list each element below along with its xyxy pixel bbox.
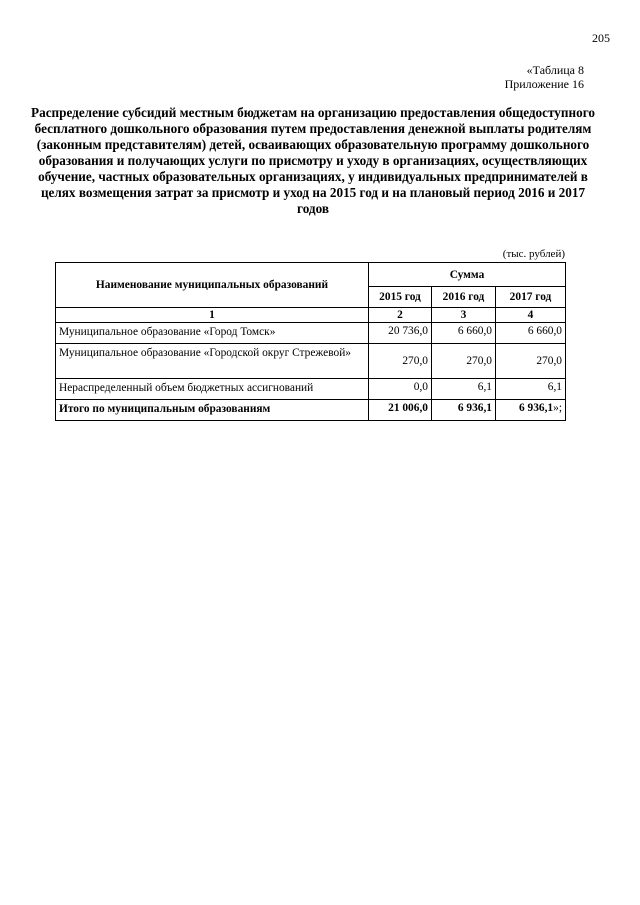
table-row <box>56 323 566 344</box>
table-row <box>56 379 566 400</box>
index-cell: 2 <box>369 308 432 323</box>
header-year-2015: 2015 год <box>369 287 432 308</box>
total-2015: 21 006,0 <box>369 400 432 421</box>
appendix-label: Приложение 16 <box>504 77 584 91</box>
page-number: 205 <box>592 31 610 45</box>
index-row <box>56 308 566 323</box>
row-name: Нераспределенный объем бюджетных ассигнований <box>56 379 369 400</box>
row-name: Муниципальное образование «Город Томск» <box>56 323 369 344</box>
index-cell: 4 <box>496 308 566 323</box>
total-row <box>56 400 566 421</box>
closing-quote: »; <box>553 402 562 414</box>
units-label: (тыс. рублей) <box>502 248 565 260</box>
total-2017: 6 936,1 <box>518 402 554 414</box>
table-caption <box>505 63 584 91</box>
table-label: «Таблица 8 <box>526 63 584 77</box>
total-name: Итого по муниципальным образованиям <box>56 400 369 421</box>
table-header-row <box>56 263 566 287</box>
value-2015: 0,0 <box>369 379 432 400</box>
header-year-2016: 2016 год <box>432 287 496 308</box>
header-sum: Сумма <box>369 263 566 287</box>
document-title: Распределение субсидий местным бюджетам на организацию предоставления общедоступного бесплатного дошкольного образования путем предоставления денежной выплаты родителям (законным представителям) детей, осваивающих образовательную программу дошкольного образования и получающих услуги по присмотру и уходу в организациях, осуществляющих обучение, частных образовательных организациях, у индивидуальных предпринимателей в целях возмещения затрат за присмотр и уход на 2015 год и на плановый период 2016 и 2017 годов <box>31 105 595 216</box>
total-2017-cell <box>496 400 566 421</box>
value-2016: 6,1 <box>432 379 496 400</box>
value-2017: 6,1 <box>496 379 566 400</box>
index-cell: 1 <box>56 308 369 323</box>
value-2016: 6 660,0 <box>432 323 496 344</box>
total-2016: 6 936,1 <box>432 400 496 421</box>
header-year-2017: 2017 год <box>496 287 566 308</box>
subsidy-table <box>55 262 566 421</box>
value-2017: 270,0 <box>496 344 566 379</box>
header-name: Наименование муниципальных образований <box>56 263 369 308</box>
value-2017: 6 660,0 <box>496 323 566 344</box>
index-cell: 3 <box>432 308 496 323</box>
table-row <box>56 344 566 379</box>
value-2016: 270,0 <box>432 344 496 379</box>
value-2015: 20 736,0 <box>369 323 432 344</box>
row-name: Муниципальное образование «Городской округ Стрежевой» <box>56 344 369 379</box>
value-2015: 270,0 <box>369 344 432 379</box>
